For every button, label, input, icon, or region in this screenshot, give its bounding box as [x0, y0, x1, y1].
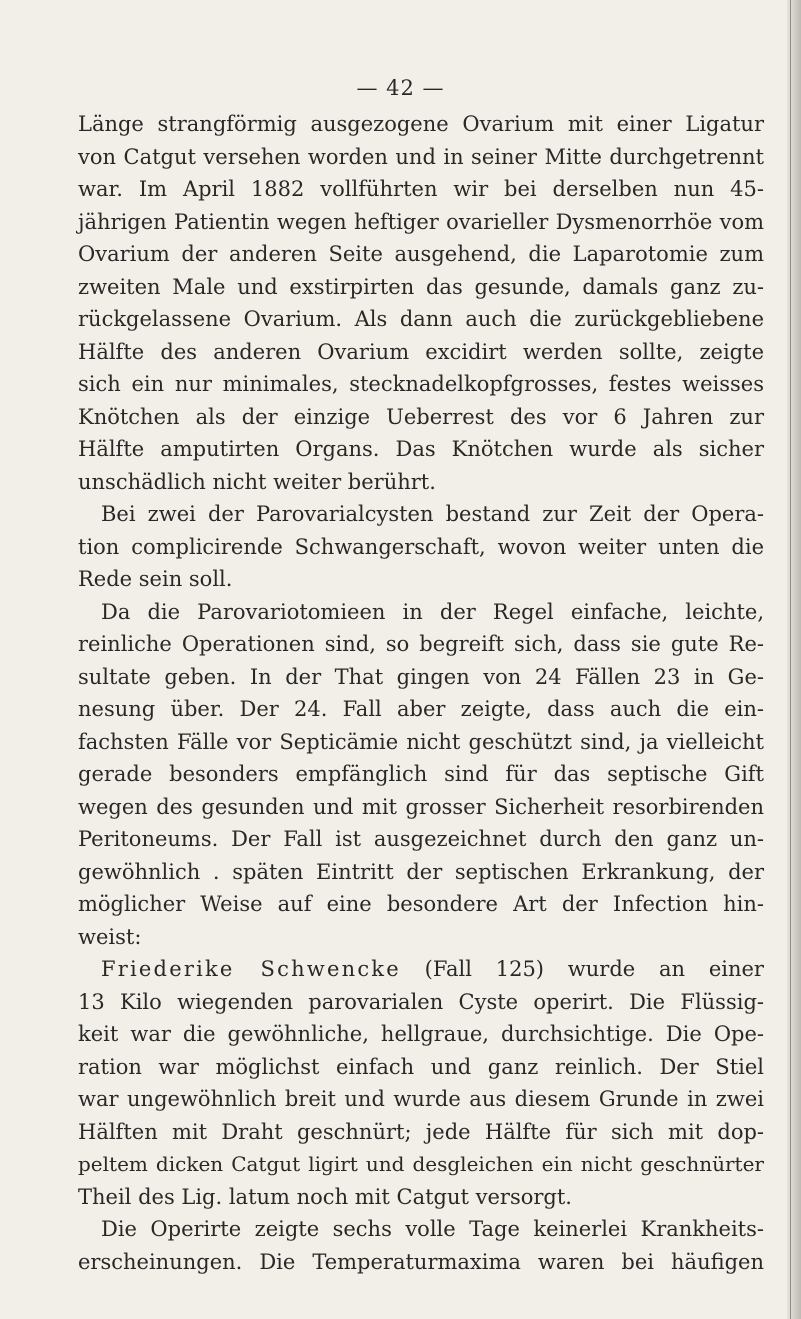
- text-line: reinliche Operationen sind, so begreift sich, dass sie gute Re-: [78, 632, 764, 656]
- text-line: tion complicirende Schwangerschaft, wovon weiter unten die: [78, 534, 764, 559]
- text-line: fachsten Fälle vor Septicämie nicht geschützt sind, ja vielleicht: [78, 729, 764, 754]
- text-line: unschädlich nicht weiter berührt.: [78, 469, 436, 494]
- text-line: Länge strangförmig ausgezogene Ovarium mit einer Ligatur: [78, 112, 764, 136]
- page-edge-line: [790, 0, 791, 1319]
- text-line: gerade besonders empfänglich sind für das septische Gift: [78, 762, 764, 786]
- text-line: erscheinungen. Die Temperaturmaxima waren bei häufigen: [78, 1249, 764, 1274]
- text-line: Da die Parovariotomieen in der Regel einfache, leichte,: [101, 599, 764, 624]
- text-line: sich ein nur minimales, stecknadelkopfgrosses, festes weisses: [78, 372, 764, 396]
- body-text: [78, 108, 764, 1278]
- text-line: zweiten Male und exstirpirten das gesunde, damals ganz zu-: [78, 274, 764, 299]
- text-line: keit war die gewöhnliche, hellgraue, durchsichtige. Die Ope-: [78, 1022, 764, 1046]
- text-line: war. Im April 1882 vollführten wir bei derselben nun 45-: [78, 177, 764, 201]
- text-line: war ungewöhnlich breit und wurde aus diesem Grunde in zwei: [78, 1087, 764, 1111]
- text-line: möglicher Weise auf eine besondere Art der Infection hin-: [78, 892, 764, 916]
- text-line: Theil des Lig. latum noch mit Catgut versorgt.: [78, 1184, 572, 1209]
- text-line: jährigen Patientin wegen heftiger ovarieller Dysmenorrhöe vom: [78, 209, 764, 234]
- patient-name: Friederike Schwencke: [101, 957, 401, 981]
- text-line: wegen des gesunden und mit grosser Sicherheit resorbirenden: [78, 794, 764, 819]
- text-line: sultate geben. In der That gingen von 24 Fällen 23 in Ge-: [78, 664, 764, 689]
- text-line: rückgelassene Ovarium. Als dann auch die zurückgebliebene: [78, 307, 764, 331]
- text-line: Hälfte amputirten Organs. Das Knötchen wurde als sicher: [78, 437, 764, 461]
- text-line: nesung über. Der 24. Fall aber zeigte, dass auch die ein-: [78, 697, 764, 721]
- page-number: — 42 —: [356, 76, 445, 100]
- text-line: Ovarium der anderen Seite ausgehend, die Laparotomie zum: [78, 242, 764, 266]
- text-line: peltem dicken Catgut ligirt und desgleichen ein nicht geschnürter: [78, 1152, 764, 1176]
- text-line: Rede sein soll.: [78, 567, 233, 591]
- text-line: 13 Kilo wiegenden parovarialen Cyste operirt. Die Flüssig-: [78, 989, 764, 1014]
- text-line: Hälfte des anderen Ovarium excidirt werden sollte, zeigte: [78, 339, 764, 364]
- text-line-rest: (Fall 125) wurde an einer: [400, 957, 764, 981]
- text-line: weist:: [78, 924, 142, 949]
- text-line: von Catgut versehen worden und in seiner Mitte durchgetrennt: [78, 144, 764, 169]
- text-line: Bei zwei der Parovarialcysten bestand zur Zeit der Opera-: [101, 502, 764, 526]
- text-line: [78, 953, 764, 986]
- text-line: Peritoneums. Der Fall ist ausgezeichnet durch den ganz un-: [78, 827, 764, 851]
- text-line: Hälften mit Draht geschnürt; jede Hälfte für sich mit dop-: [78, 1119, 764, 1144]
- text-line: gewöhnlich . späten Eintritt der septischen Erkrankung, der: [78, 859, 764, 884]
- text-line: Knötchen als der einzige Ueberrest des vor 6 Jahren zur: [78, 404, 764, 429]
- text-line: Die Operirte zeigte sechs volle Tage keinerlei Krankheits-: [101, 1217, 764, 1241]
- text-line: ration war möglichst einfach und ganz reinlich. Der Stiel: [78, 1054, 764, 1079]
